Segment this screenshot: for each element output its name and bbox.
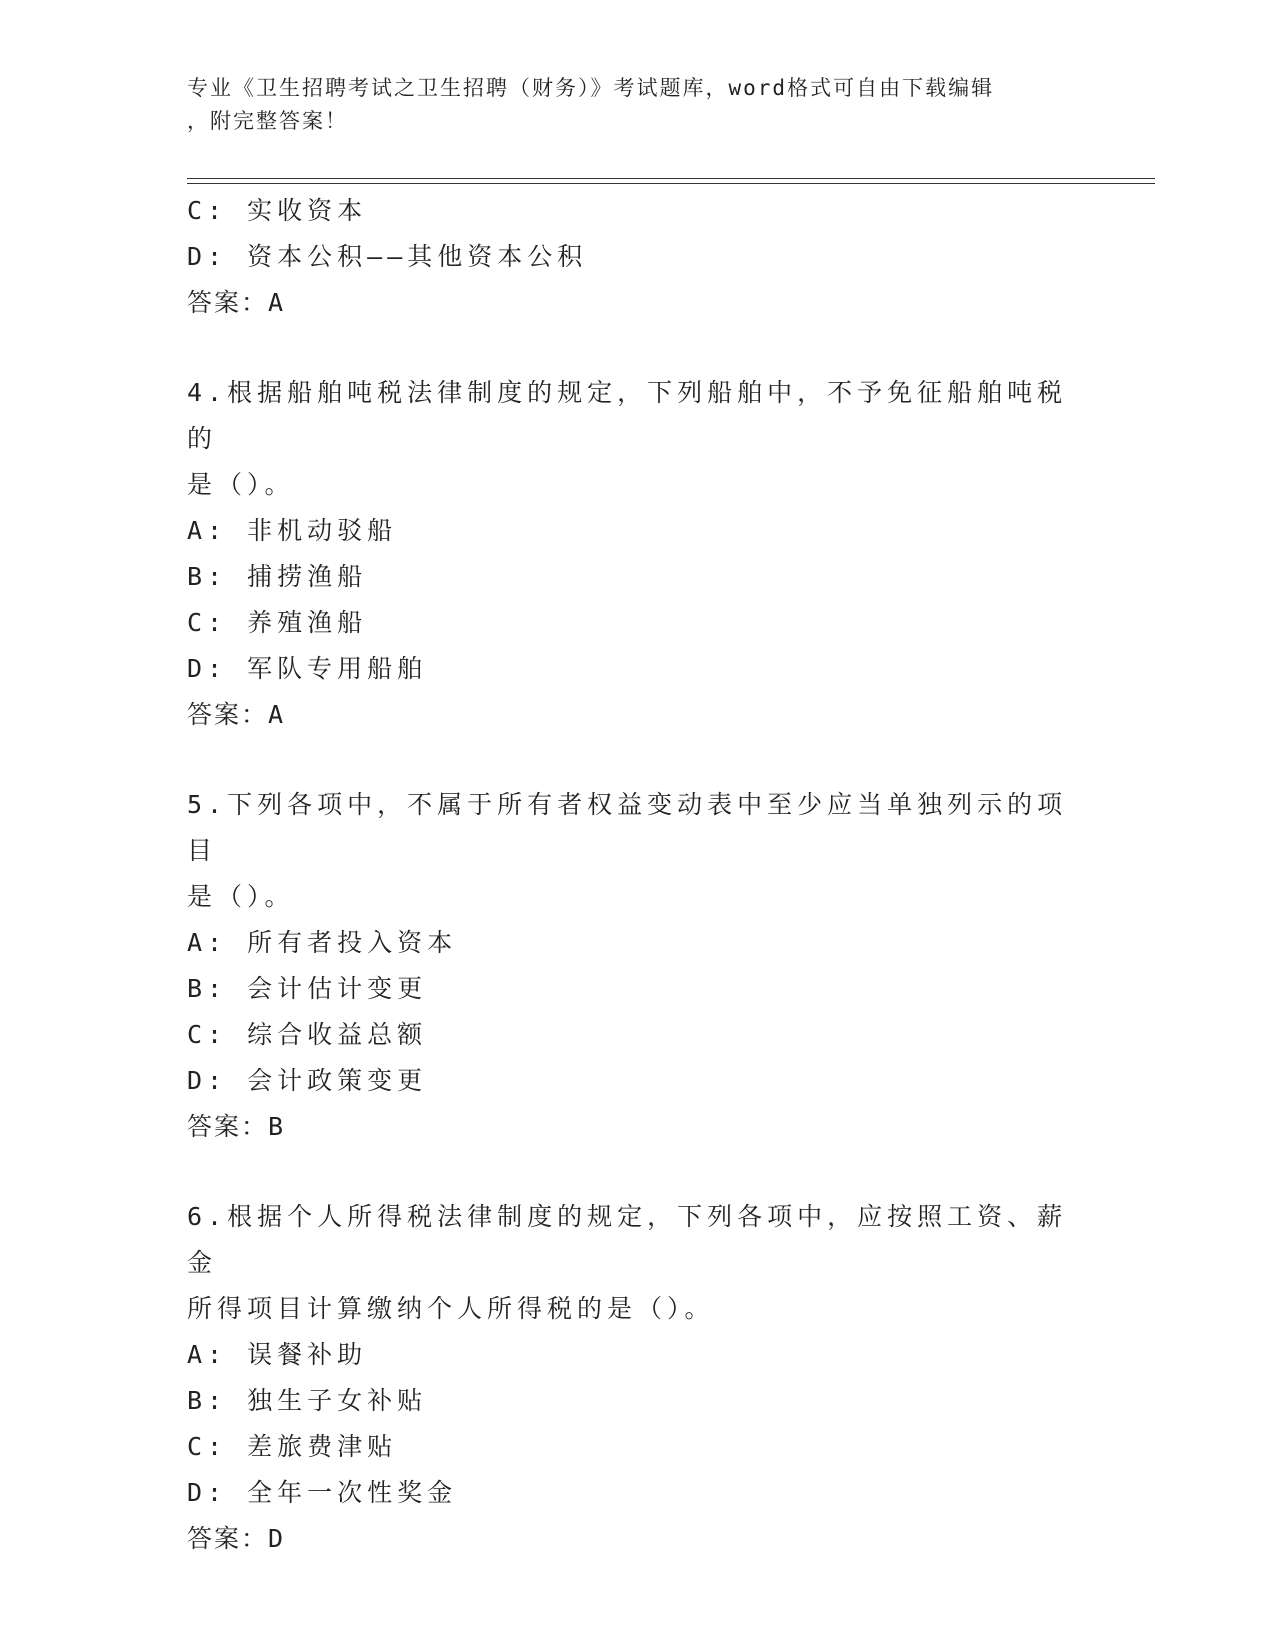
header-line-2: ，附完整答案！ xyxy=(187,109,348,133)
option-label: A: xyxy=(187,928,228,957)
answer-value: A xyxy=(268,288,286,317)
option-b xyxy=(187,1378,1087,1424)
option-label: D: xyxy=(187,1478,228,1507)
answer-label: 答案： xyxy=(187,289,269,317)
option-text: 综合收益总额 xyxy=(247,1020,428,1049)
option-text: 实收资本 xyxy=(247,196,368,225)
option-label: C: xyxy=(187,608,228,637)
spacer xyxy=(187,326,1087,370)
option-b xyxy=(187,554,1087,600)
question-stem-line-1: 4.根据船舶吨税法律制度的规定，下列船舶中，不予免征船舶吨税的 xyxy=(187,378,1068,453)
answer-label: 答案： xyxy=(187,1525,269,1553)
header-divider-bottom xyxy=(187,183,1155,184)
option-label: A: xyxy=(187,1340,228,1369)
option-text: 军队专用船舶 xyxy=(247,654,428,683)
option-text: 独生子女补贴 xyxy=(247,1386,428,1415)
option-d xyxy=(187,1058,1087,1104)
option-label: C: xyxy=(187,1432,228,1461)
option-b xyxy=(187,966,1087,1012)
question-list xyxy=(187,188,1087,1562)
option-label: D: xyxy=(187,1066,228,1095)
answer-label: 答案： xyxy=(187,1113,269,1141)
option-c xyxy=(187,1424,1087,1470)
spacer xyxy=(187,738,1087,782)
option-text: 全年一次性奖金 xyxy=(247,1478,458,1507)
question-block-5 xyxy=(187,782,1087,1150)
question-stem-line-2: 所得项目计算缴纳个人所得税的是（）。 xyxy=(187,1294,715,1323)
document-header xyxy=(187,72,1087,138)
question-block-partial xyxy=(187,188,1087,326)
option-a xyxy=(187,508,1087,554)
option-text: 养殖渔船 xyxy=(247,608,368,637)
option-d xyxy=(187,1470,1087,1516)
option-text: 误餐补助 xyxy=(247,1340,368,1369)
option-text: 非机动驳船 xyxy=(247,516,398,545)
question-block-4 xyxy=(187,370,1087,738)
spacer xyxy=(187,1150,1087,1194)
option-label: B: xyxy=(187,562,228,591)
option-text: 会计估计变更 xyxy=(247,974,428,1003)
header-line-1: 专业《卫生招聘考试之卫生招聘（财务）》考试题库，word格式可自由下载编辑 xyxy=(187,76,995,100)
answer-value: B xyxy=(268,1112,286,1141)
option-label: B: xyxy=(187,1386,228,1415)
option-c xyxy=(187,188,1087,234)
answer-value: A xyxy=(268,700,286,729)
answer-value: D xyxy=(268,1524,286,1553)
option-text: 所有者投入资本 xyxy=(247,928,458,957)
option-a xyxy=(187,1332,1087,1378)
option-label: A: xyxy=(187,516,228,545)
option-d xyxy=(187,234,1087,280)
question-stem-line-1: 5.下列各项中，不属于所有者权益变动表中至少应当单独列示的项目 xyxy=(187,790,1068,865)
option-label: B: xyxy=(187,974,228,1003)
option-text: 资本公积——其他资本公积 xyxy=(247,242,588,271)
question-stem-line-2: 是（）。 xyxy=(187,882,295,911)
option-d xyxy=(187,646,1087,692)
option-label: C: xyxy=(187,1020,228,1049)
option-c xyxy=(187,600,1087,646)
answer-label: 答案： xyxy=(187,701,269,729)
answer-line xyxy=(187,692,1087,738)
option-label: D: xyxy=(187,242,228,271)
answer-line xyxy=(187,1516,1087,1562)
question-stem-line-1: 6.根据个人所得税法律制度的规定，下列各项中，应按照工资、薪金 xyxy=(187,1202,1068,1277)
option-text: 差旅费津贴 xyxy=(247,1432,398,1461)
option-text: 会计政策变更 xyxy=(247,1066,428,1095)
option-label: C: xyxy=(187,196,228,225)
answer-line xyxy=(187,280,1087,326)
option-a xyxy=(187,920,1087,966)
option-text: 捕捞渔船 xyxy=(247,562,368,591)
question-block-6 xyxy=(187,1194,1087,1562)
answer-line xyxy=(187,1104,1087,1150)
option-label: D: xyxy=(187,654,228,683)
question-stem-line-2: 是（）。 xyxy=(187,470,295,499)
option-c xyxy=(187,1012,1087,1058)
header-divider-top xyxy=(187,178,1155,179)
